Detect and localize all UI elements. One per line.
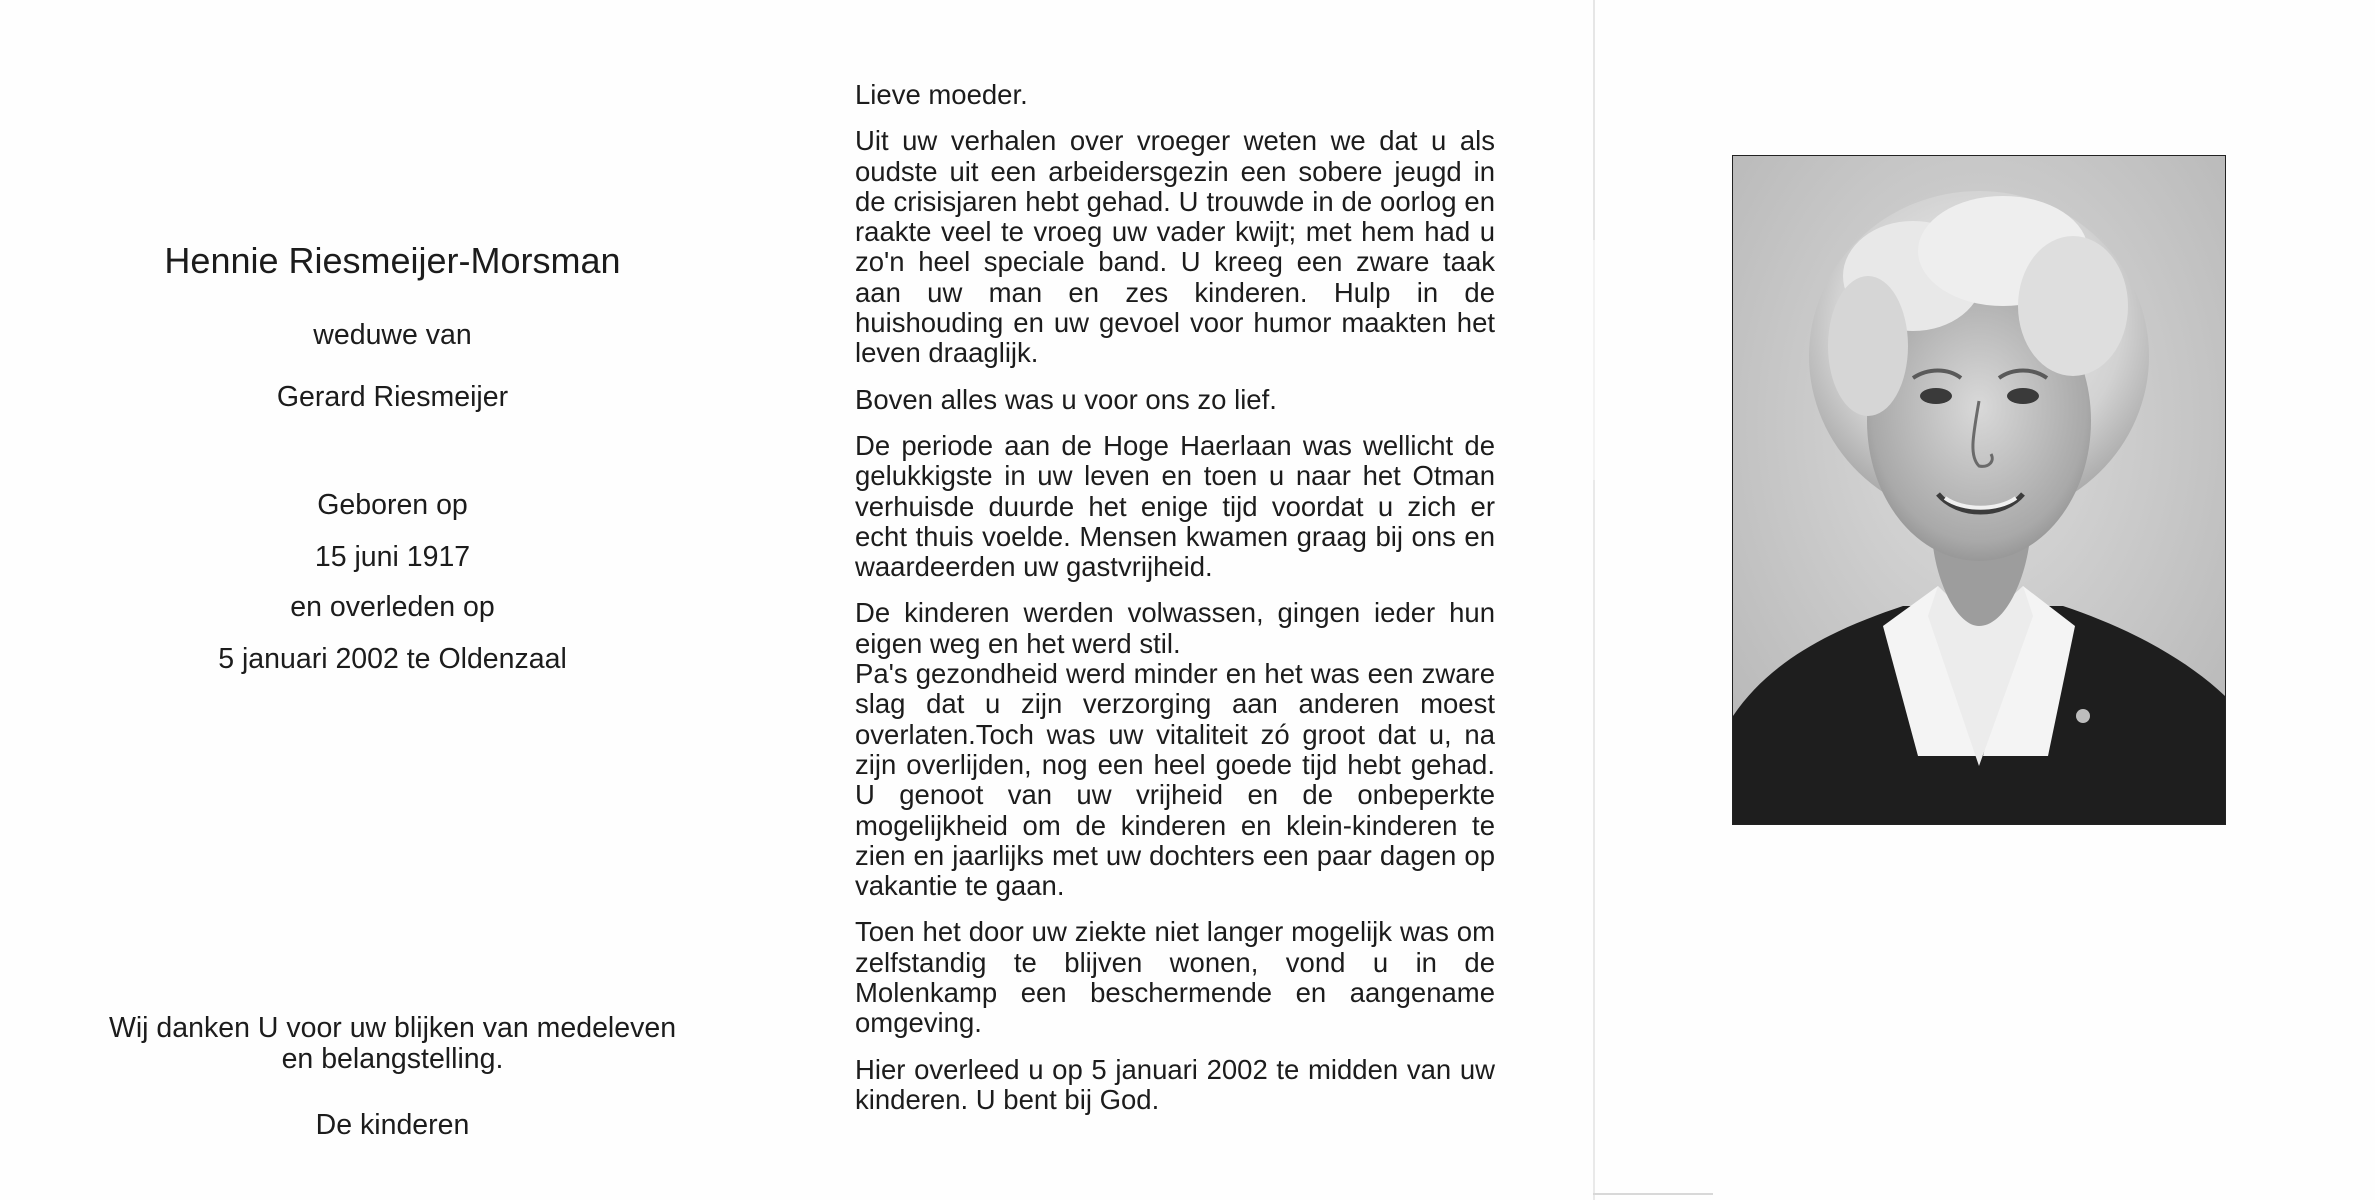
card-left-panel [60, 0, 725, 1200]
portrait-photo [1732, 155, 2226, 825]
died-label: en overleden op [290, 591, 495, 623]
letter-greeting: Lieve moeder. [855, 79, 1028, 110]
portrait-photo-icon [1733, 156, 2225, 824]
widow-label: weduwe van [313, 319, 472, 351]
thanks-message [60, 1013, 725, 1075]
spouse-name: Gerard Riesmeijer [276, 381, 509, 413]
thanks-line-2: en belangstelling. [281, 1043, 504, 1075]
letter-paragraph: Toen het door uw ziekte niet langer mogelijk was om zelfstandig te blijven wonen, vond u in de Molenkamp een beschermende en aangename omgeving. [855, 916, 1495, 1039]
letter-paragraph: Boven alles was u voor ons zo lief. [855, 383, 1277, 415]
letter-text [855, 80, 1495, 1131]
letter-paragraph: De kinderen werden volwassen, gingen ieder hun eigen weg en het werd stil. [855, 597, 1495, 659]
died-date: 5 januari 2002 te Oldenzaal [218, 643, 567, 675]
deceased-name: Hennie Riesmeijer-Morsman [164, 240, 621, 281]
letter-paragraph: Uit uw verhalen over vroeger weten we dat u als oudste uit een arbeidersgezin een sobere jeugd in de crisisjaren hebt gehad. U trouwde in de oorlog en raakte veel te vroeg uw vader kwijt; met hem had u zo'n heel speciale band. U kreeg een zware taak aan uw man en zes kinderen. Hulp in de huishouding en uw gevoel voor humor maakten het leven draaglijk. [855, 125, 1495, 369]
thanks-line-1: Wij danken U voor uw blijken van medeleven [108, 1012, 677, 1044]
letter-paragraph: De periode aan de Hoge Haerlaan was wellicht de gelukkigste in uw leven en toen u naar het Otman verhuisde duurde het enige tijd voordat u zich er echt thuis voelde. Mensen kwamen graag bij ons en waardeerden uw gastvrijheid. [855, 429, 1495, 583]
signoff: De kinderen [315, 1109, 470, 1141]
born-label: Geboren op [317, 489, 468, 521]
letter-paragraph: Pa's gezondheid werd minder en het was een zware slag dat u zijn verzorging aan anderen moest overlaten.Toch was uw vitaliteit zó groot dat u, na zijn overlijden, nog een heel goede tijd hebt gehad. U genoot van uw vrijheid en de onbeperkte mogelijkheid om de kinderen en klein-kinderen te zien en jaarlijks met uw dochters een paar dagen op vakantie te gaan. [855, 658, 1495, 902]
born-date: 15 juni 1917 [314, 541, 471, 573]
fold-edge [1593, 1193, 1713, 1195]
fold-line [1593, 0, 1595, 1200]
letter-paragraph: Hier overleed u op 5 januari 2002 te midden van uw kinderen. U bent bij God. [855, 1053, 1495, 1115]
